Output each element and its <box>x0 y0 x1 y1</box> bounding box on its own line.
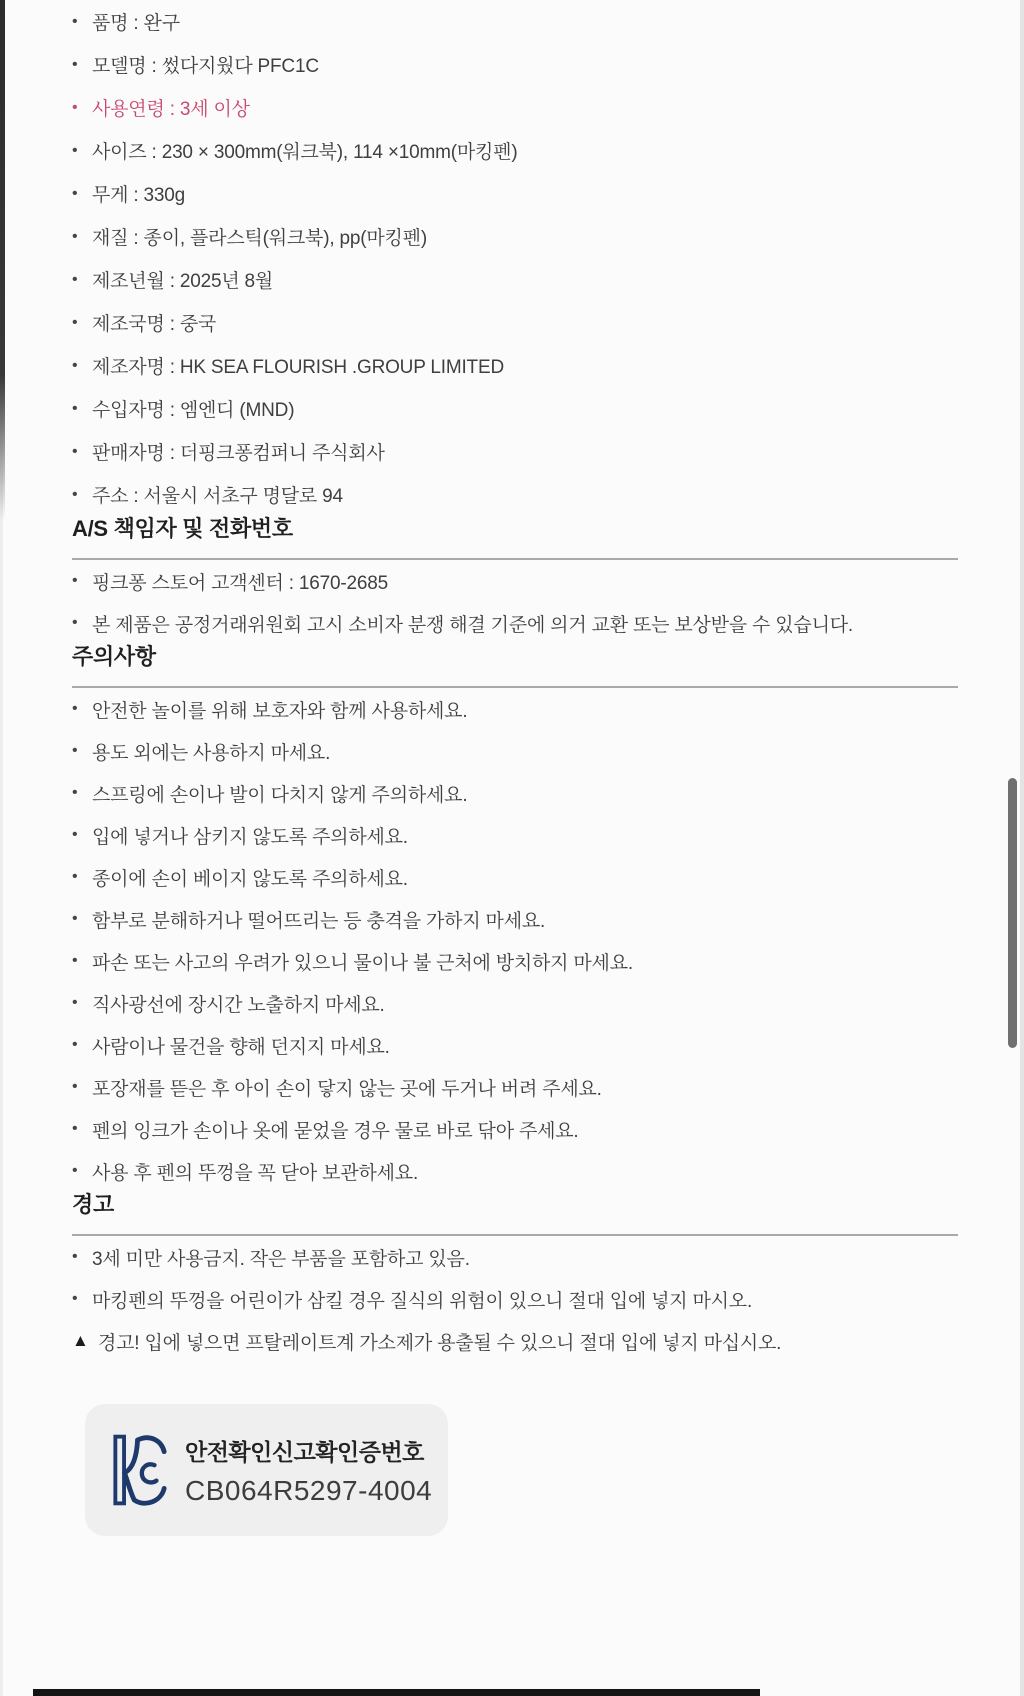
bullet-icon: • <box>72 313 78 331</box>
list-item <box>72 1236 958 1278</box>
list-item <box>72 172 958 215</box>
bullet-icon: • <box>72 614 78 631</box>
caution-text: 펜의 잉크가 손이나 옷에 묻었을 경우 물로 바로 닦아 주세요. <box>92 1120 579 1142</box>
bullet-icon: • <box>72 12 78 30</box>
kc-certification-box <box>85 1404 448 1536</box>
list-item <box>72 301 958 344</box>
bullet-icon: • <box>72 227 78 245</box>
kc-mark-icon <box>111 1432 169 1508</box>
bullet-icon: • <box>72 868 78 885</box>
list-item <box>72 1278 958 1320</box>
kc-cert-label: 안전확인신고확인증번호 <box>185 1438 424 1465</box>
list-item <box>72 0 958 43</box>
list-item <box>72 940 958 982</box>
right-edge-line <box>1020 0 1024 1696</box>
bullet-icon: • <box>72 700 78 717</box>
bullet-icon: • <box>72 442 78 460</box>
bullet-icon: • <box>72 184 78 202</box>
kc-cert-number: CB064R5297-4004 <box>185 1474 433 1506</box>
bullet-icon: • <box>72 399 78 417</box>
bullet-icon: • <box>72 952 78 969</box>
bullet-icon: • <box>72 55 78 73</box>
spec-text: 제조자명 : HK SEA FLOURISH .GROUP LIMITED <box>92 357 504 378</box>
bullet-icon: • <box>72 1120 78 1137</box>
caution-text: 종이에 손이 베이지 않도록 주의하세요. <box>92 868 408 890</box>
caution-text: 용도 외에는 사용하지 마세요. <box>92 742 331 764</box>
list-item-age-highlight <box>72 86 958 129</box>
list-item <box>72 473 958 516</box>
list-item <box>72 982 958 1024</box>
bullet-icon: • <box>72 270 78 288</box>
list-item-alert <box>72 1320 958 1362</box>
list-item <box>72 560 958 602</box>
list-item <box>72 387 958 430</box>
spec-text: 재질 : 종이, 플라스틱(워크북), pp(마킹펜) <box>92 228 427 249</box>
bullet-icon: • <box>72 485 78 503</box>
caution-list <box>72 688 958 1192</box>
list-item <box>72 215 958 258</box>
bullet-icon: • <box>72 356 78 374</box>
list-item <box>72 1150 958 1192</box>
list-item <box>72 1024 958 1066</box>
kc-text-block <box>185 1434 432 1507</box>
bullet-icon: • <box>72 141 78 159</box>
scrollbar-thumb[interactable] <box>1008 778 1017 1048</box>
warning-text: 마킹펜의 뚜껑을 어린이가 삼킬 경우 질식의 위험이 있으니 절대 입에 넣지 마시오. <box>92 1290 753 1312</box>
bullet-icon: • <box>72 994 78 1011</box>
caution-text: 안전한 놀이를 위해 보호자와 함께 사용하세요. <box>92 700 468 722</box>
section-title-caution: 주의사항 <box>72 644 156 669</box>
bullet-icon: • <box>72 98 78 116</box>
caution-text: 사람이나 물건을 향해 던지지 마세요. <box>92 1036 390 1058</box>
spec-text: 제조국명 : 중국 <box>92 314 217 335</box>
spec-text: 품명 : 완구 <box>92 13 180 34</box>
warning-text: 3세 미만 사용금지. 작은 부품을 포함하고 있음. <box>92 1248 470 1270</box>
list-item <box>72 730 958 772</box>
spec-text: 제조년월 : 2025년 8월 <box>92 271 274 292</box>
section-title-as-contact: A/S 책임자 및 전화번호 <box>72 516 293 541</box>
spec-text: 주소 : 서울시 서초구 명달로 94 <box>92 486 343 507</box>
list-item <box>72 129 958 172</box>
spec-text: 수입자명 : 엠엔디 (MND) <box>92 400 295 421</box>
caution-text: 함부로 분해하거나 떨어뜨리는 등 충격을 가하지 마세요. <box>92 910 546 932</box>
as-text: 본 제품은 공정거래위원회 고시 소비자 분쟁 해결 기준에 의거 교환 또는 보상받을 수 있습니다. <box>92 614 853 636</box>
bullet-icon: • <box>72 1290 78 1307</box>
spec-text: 모델명 : 썼다지웠다 PFC1C <box>92 56 319 77</box>
list-item <box>72 688 958 730</box>
caution-text: 사용 후 펜의 뚜껑을 꼭 닫아 보관하세요. <box>92 1162 419 1184</box>
bullet-icon: • <box>72 910 78 927</box>
spec-text: 판매자명 : 더핑크퐁컴퍼니 주식회사 <box>92 443 385 464</box>
bullet-icon: • <box>72 742 78 759</box>
list-item <box>72 898 958 940</box>
as-text: 핑크퐁 스토어 고객센터 : 1670-2685 <box>92 572 388 594</box>
caution-text: 스프링에 손이나 발이 다치지 않게 주의하세요. <box>92 784 468 806</box>
bullet-icon: • <box>72 784 78 801</box>
bullet-icon: • <box>72 1078 78 1095</box>
bullet-icon: • <box>72 1036 78 1053</box>
list-item <box>72 258 958 301</box>
spec-text: 사이즈 : 230 × 300mm(워크북), 114 ×10mm(마킹펜) <box>92 142 518 163</box>
image-left-border <box>0 0 5 520</box>
product-spec-list <box>72 0 958 516</box>
list-item <box>72 43 958 86</box>
bullet-icon: • <box>72 826 78 843</box>
next-image-top-edge <box>33 1689 760 1696</box>
caution-text: 포장재를 뜯은 후 아이 손이 닿지 않는 곳에 두거나 버려 주세요. <box>92 1078 602 1100</box>
as-contact-list <box>72 560 958 644</box>
spec-text: 무게 : 330g <box>92 185 186 206</box>
list-item <box>72 602 958 644</box>
caution-text: 입에 넣거나 삼키지 않도록 주의하세요. <box>92 826 408 848</box>
bullet-icon: • <box>72 572 78 589</box>
warning-triangle-icon: ▲ <box>72 1331 89 1350</box>
spec-text: 사용연령 : 3세 이상 <box>92 99 250 120</box>
caution-text: 직사광선에 장시간 노출하지 마세요. <box>92 994 385 1016</box>
list-item <box>72 856 958 898</box>
section-title-warning: 경고 <box>72 1192 114 1217</box>
caution-text: 파손 또는 사고의 우려가 있으니 물이나 불 근처에 방치하지 마세요. <box>92 952 633 974</box>
content-area <box>72 0 958 1536</box>
warning-list <box>72 1236 958 1362</box>
list-item <box>72 344 958 387</box>
bullet-icon: • <box>72 1162 78 1179</box>
list-item <box>72 814 958 856</box>
list-item <box>72 430 958 473</box>
list-item <box>72 1108 958 1150</box>
bullet-icon: • <box>72 1248 78 1265</box>
list-item <box>72 772 958 814</box>
alert-text: 경고! 입에 넣으면 프탈레이트계 가소제가 용출될 수 있으니 절대 입에 넣지 마십시오. <box>98 1332 782 1354</box>
list-item <box>72 1066 958 1108</box>
